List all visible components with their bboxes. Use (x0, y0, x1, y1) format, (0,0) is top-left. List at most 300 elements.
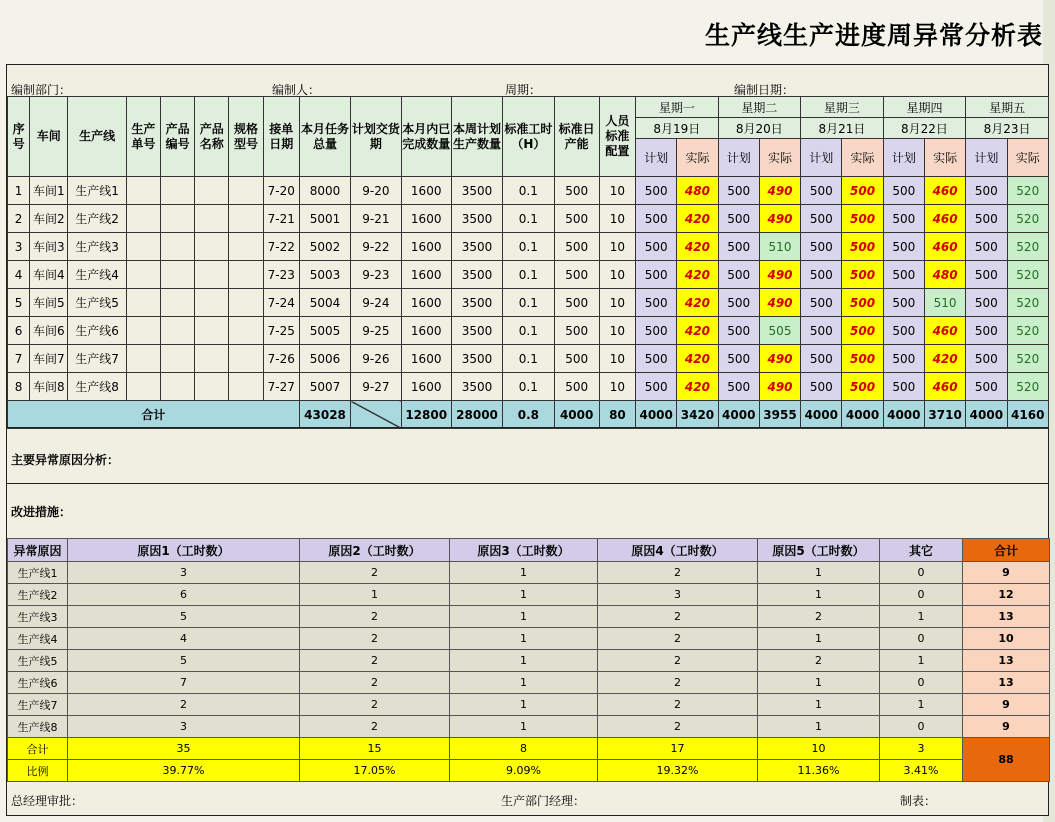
cell-total[interactable]: 5003 (299, 261, 350, 289)
reason-sum-cell[interactable]: 10 (758, 738, 880, 760)
plan-cell[interactable]: 500 (636, 373, 677, 401)
cell-cap[interactable]: 500 (554, 177, 599, 205)
ratio-cell[interactable]: 11.36% (758, 760, 880, 782)
cell-wp[interactable]: 3500 (451, 345, 502, 373)
cell-shop[interactable]: 车间4 (30, 261, 68, 289)
sum-plan[interactable]: 4000 (801, 401, 842, 429)
cell-cap[interactable]: 500 (554, 205, 599, 233)
cell-shop[interactable]: 车间3 (30, 233, 68, 261)
actual-cell[interactable]: 520 (1007, 177, 1049, 205)
cell-due[interactable]: 9-23 (351, 261, 401, 289)
actual-cell[interactable]: 420 (677, 205, 718, 233)
cell-shop[interactable]: 车间8 (30, 373, 68, 401)
cell-seq[interactable]: 7 (8, 345, 30, 373)
cell-total[interactable]: 5007 (299, 373, 350, 401)
reason-cell[interactable]: 2 (300, 606, 450, 628)
actual-cell[interactable]: 480 (677, 177, 718, 205)
cell-line[interactable]: 生产线6 (68, 317, 126, 345)
actual-header[interactable]: 实际 (677, 139, 718, 177)
actual-cell[interactable]: 500 (842, 317, 883, 345)
ratio-cell[interactable]: 39.77% (68, 760, 300, 782)
day-header[interactable]: 星期一 (636, 97, 719, 118)
header-plan_del[interactable]: 计划交货期 (351, 97, 401, 177)
reason-header[interactable]: 合计 (963, 539, 1050, 562)
cell-total[interactable]: 8000 (299, 177, 350, 205)
sum-actual[interactable]: 4000 (842, 401, 883, 429)
reason-cell[interactable]: 0 (880, 672, 963, 694)
sum-actual[interactable]: 4160 (1007, 401, 1049, 429)
reason-cell[interactable]: 9 (963, 562, 1050, 584)
reason-cell[interactable]: 10 (963, 628, 1050, 650)
plan-cell[interactable]: 500 (718, 261, 759, 289)
plan-header[interactable]: 计划 (718, 139, 759, 177)
plan-cell[interactable]: 500 (883, 345, 924, 373)
plan-cell[interactable]: 500 (636, 261, 677, 289)
reason-cell[interactable]: 0 (880, 628, 963, 650)
header-spec[interactable]: 规格型号 (229, 97, 263, 177)
ratio-cell[interactable]: 9.09% (450, 760, 598, 782)
cell-st[interactable]: 0.1 (503, 205, 554, 233)
empty-cell[interactable] (229, 233, 263, 261)
actual-cell[interactable]: 420 (677, 289, 718, 317)
sum-cap[interactable]: 4000 (554, 401, 599, 429)
cell-staff[interactable]: 10 (599, 233, 635, 261)
cell-recv[interactable]: 7-26 (263, 345, 299, 373)
plan-cell[interactable]: 500 (883, 177, 924, 205)
actual-cell[interactable]: 520 (1007, 289, 1049, 317)
reason-cell[interactable]: 2 (758, 650, 880, 672)
reason-header[interactable]: 原因3（工时数） (450, 539, 598, 562)
cell-due[interactable]: 9-20 (351, 177, 401, 205)
empty-cell[interactable] (160, 261, 194, 289)
reason-cell[interactable]: 2 (598, 650, 758, 672)
reason-cell[interactable]: 2 (598, 672, 758, 694)
reason-cell[interactable]: 7 (68, 672, 300, 694)
plan-header[interactable]: 计划 (636, 139, 677, 177)
cell-due[interactable]: 9-27 (351, 373, 401, 401)
cell-line[interactable]: 生产线1 (68, 177, 126, 205)
cell-cap[interactable]: 500 (554, 317, 599, 345)
reason-cell[interactable]: 2 (300, 650, 450, 672)
cell-wp[interactable]: 3500 (451, 205, 502, 233)
cell-due[interactable]: 9-24 (351, 289, 401, 317)
cell-total[interactable]: 5005 (299, 317, 350, 345)
reason-cell[interactable]: 13 (963, 672, 1050, 694)
cell-staff[interactable]: 10 (599, 373, 635, 401)
cell-seq[interactable]: 1 (8, 177, 30, 205)
actual-cell[interactable]: 500 (842, 345, 883, 373)
cell-wp[interactable]: 3500 (451, 233, 502, 261)
actual-cell[interactable]: 480 (924, 261, 965, 289)
empty-cell[interactable] (195, 205, 229, 233)
empty-cell[interactable] (160, 289, 194, 317)
sum-label[interactable]: 合计 (8, 401, 300, 429)
reason-sum-cell[interactable]: 15 (300, 738, 450, 760)
plan-cell[interactable]: 500 (801, 205, 842, 233)
reason-cell[interactable]: 2 (598, 628, 758, 650)
reason-cell[interactable]: 0 (880, 716, 963, 738)
sum-staff[interactable]: 80 (599, 401, 635, 429)
reason-cell[interactable]: 0 (880, 584, 963, 606)
empty-cell[interactable] (195, 261, 229, 289)
actual-cell[interactable]: 490 (759, 289, 800, 317)
empty-cell[interactable] (160, 177, 194, 205)
actual-cell[interactable]: 460 (924, 177, 965, 205)
actual-cell[interactable]: 420 (677, 317, 718, 345)
cell-st[interactable]: 0.1 (503, 345, 554, 373)
empty-cell[interactable] (126, 233, 160, 261)
reason-cell[interactable]: 1 (450, 650, 598, 672)
cell-done[interactable]: 1600 (401, 289, 451, 317)
plan-cell[interactable]: 500 (801, 177, 842, 205)
sum-plan[interactable]: 4000 (718, 401, 759, 429)
ratio-cell[interactable]: 17.05% (300, 760, 450, 782)
header-total[interactable]: 本月任务总量 (299, 97, 350, 177)
cell-seq[interactable]: 4 (8, 261, 30, 289)
reason-cell[interactable]: 3 (598, 584, 758, 606)
cell-shop[interactable]: 车间2 (30, 205, 68, 233)
sum-done[interactable]: 12800 (401, 401, 451, 429)
actual-cell[interactable]: 460 (924, 373, 965, 401)
empty-cell[interactable] (160, 233, 194, 261)
plan-cell[interactable]: 500 (718, 345, 759, 373)
plan-cell[interactable]: 500 (718, 317, 759, 345)
plan-cell[interactable]: 500 (636, 233, 677, 261)
reason-cell[interactable]: 1 (450, 716, 598, 738)
cell-due[interactable]: 9-26 (351, 345, 401, 373)
reason-sum-cell[interactable]: 17 (598, 738, 758, 760)
cell-cap[interactable]: 500 (554, 261, 599, 289)
day-header[interactable]: 星期二 (718, 97, 801, 118)
plan-cell[interactable]: 500 (801, 233, 842, 261)
plan-header[interactable]: 计划 (801, 139, 842, 177)
actual-cell[interactable]: 420 (677, 373, 718, 401)
empty-cell[interactable] (126, 289, 160, 317)
header-done[interactable]: 本月内已完成数量 (401, 97, 451, 177)
cell-staff[interactable]: 10 (599, 317, 635, 345)
empty-cell[interactable] (229, 177, 263, 205)
plan-cell[interactable]: 500 (636, 289, 677, 317)
empty-cell[interactable] (229, 261, 263, 289)
header-seq[interactable]: 序号 (8, 97, 30, 177)
cell-wp[interactable]: 3500 (451, 261, 502, 289)
cell-line[interactable]: 生产线3 (68, 233, 126, 261)
reason-sum-cell[interactable]: 3 (880, 738, 963, 760)
cell-wp[interactable]: 3500 (451, 317, 502, 345)
reason-cell[interactable]: 3 (68, 716, 300, 738)
cell-st[interactable]: 0.1 (503, 233, 554, 261)
sum-plan[interactable]: 4000 (966, 401, 1007, 429)
reason-cell[interactable]: 2 (598, 562, 758, 584)
cell-total[interactable]: 5004 (299, 289, 350, 317)
cell-line[interactable]: 生产线7 (68, 345, 126, 373)
plan-cell[interactable]: 500 (801, 373, 842, 401)
empty-cell[interactable] (126, 205, 160, 233)
cell-recv[interactable]: 7-20 (263, 177, 299, 205)
reason-cell[interactable]: 1 (758, 716, 880, 738)
actual-cell[interactable]: 460 (924, 233, 965, 261)
cell-st[interactable]: 0.1 (503, 289, 554, 317)
plan-cell[interactable]: 500 (718, 289, 759, 317)
empty-cell[interactable] (229, 317, 263, 345)
actual-cell[interactable]: 500 (842, 373, 883, 401)
cell-shop[interactable]: 车间5 (30, 289, 68, 317)
reason-cell[interactable]: 12 (963, 584, 1050, 606)
cell-shop[interactable]: 车间1 (30, 177, 68, 205)
cell-total[interactable]: 5002 (299, 233, 350, 261)
actual-cell[interactable]: 460 (924, 317, 965, 345)
plan-cell[interactable]: 500 (883, 205, 924, 233)
header-code[interactable]: 产品编号 (160, 97, 194, 177)
reason-cell[interactable]: 生产线7 (8, 694, 68, 716)
plan-cell[interactable]: 500 (883, 317, 924, 345)
empty-cell[interactable] (229, 289, 263, 317)
reason-cell[interactable]: 2 (300, 694, 450, 716)
reason-sum-cell[interactable]: 合计 (8, 738, 68, 760)
header-std_time[interactable]: 标准工时（H） (503, 97, 554, 177)
plan-cell[interactable]: 500 (718, 177, 759, 205)
cell-cap[interactable]: 500 (554, 289, 599, 317)
reason-cell[interactable]: 9 (963, 694, 1050, 716)
reason-cell[interactable]: 1 (758, 672, 880, 694)
plan-cell[interactable]: 500 (801, 289, 842, 317)
actual-cell[interactable]: 500 (842, 205, 883, 233)
reason-cell[interactable]: 1 (450, 606, 598, 628)
cell-wp[interactable]: 3500 (451, 177, 502, 205)
actual-header[interactable]: 实际 (1007, 139, 1049, 177)
reason-cell[interactable]: 13 (963, 606, 1050, 628)
day-date[interactable]: 8月19日 (636, 118, 719, 139)
day-date[interactable]: 8月23日 (966, 118, 1049, 139)
plan-cell[interactable]: 500 (801, 317, 842, 345)
sum-plan[interactable]: 4000 (883, 401, 924, 429)
empty-cell[interactable] (229, 205, 263, 233)
empty-cell[interactable] (195, 317, 229, 345)
actual-cell[interactable]: 500 (842, 261, 883, 289)
actual-cell[interactable]: 460 (924, 205, 965, 233)
cell-seq[interactable]: 5 (8, 289, 30, 317)
cell-done[interactable]: 1600 (401, 373, 451, 401)
cell-st[interactable]: 0.1 (503, 317, 554, 345)
empty-cell[interactable] (195, 289, 229, 317)
actual-header[interactable]: 实际 (924, 139, 965, 177)
cell-st[interactable]: 0.1 (503, 177, 554, 205)
ratio-cell[interactable]: 3.41% (880, 760, 963, 782)
plan-cell[interactable]: 500 (718, 205, 759, 233)
sum-actual[interactable]: 3420 (677, 401, 718, 429)
cell-shop[interactable]: 车间7 (30, 345, 68, 373)
plan-cell[interactable]: 500 (801, 261, 842, 289)
sum-plan[interactable]: 4000 (636, 401, 677, 429)
cell-recv[interactable]: 7-24 (263, 289, 299, 317)
reason-cell[interactable]: 1 (758, 584, 880, 606)
reason-cell[interactable]: 1 (880, 694, 963, 716)
actual-cell[interactable]: 520 (1007, 317, 1049, 345)
reason-cell[interactable]: 生产线1 (8, 562, 68, 584)
header-shop[interactable]: 车间 (30, 97, 68, 177)
day-header[interactable]: 星期四 (883, 97, 966, 118)
cell-st[interactable]: 0.1 (503, 261, 554, 289)
plan-cell[interactable]: 500 (636, 345, 677, 373)
plan-cell[interactable]: 500 (966, 289, 1007, 317)
empty-cell[interactable] (126, 345, 160, 373)
cell-recv[interactable]: 7-23 (263, 261, 299, 289)
reason-header[interactable]: 原因1（工时数） (68, 539, 300, 562)
cell-done[interactable]: 1600 (401, 205, 451, 233)
reason-cell[interactable]: 生产线4 (8, 628, 68, 650)
plan-cell[interactable]: 500 (966, 373, 1007, 401)
day-header[interactable]: 星期三 (801, 97, 884, 118)
actual-cell[interactable]: 520 (1007, 373, 1049, 401)
header-week_plan[interactable]: 本周计划生产数量 (451, 97, 502, 177)
plan-cell[interactable]: 500 (636, 205, 677, 233)
cell-seq[interactable]: 8 (8, 373, 30, 401)
empty-cell[interactable] (126, 177, 160, 205)
actual-cell[interactable]: 505 (759, 317, 800, 345)
empty-cell[interactable] (160, 317, 194, 345)
actual-cell[interactable]: 420 (677, 261, 718, 289)
cell-recv[interactable]: 7-22 (263, 233, 299, 261)
actual-cell[interactable]: 520 (1007, 205, 1049, 233)
day-date[interactable]: 8月20日 (718, 118, 801, 139)
reason-cell[interactable]: 1 (450, 584, 598, 606)
reason-cell[interactable]: 1 (758, 694, 880, 716)
reason-header[interactable]: 原因5（工时数） (758, 539, 880, 562)
plan-cell[interactable]: 500 (801, 345, 842, 373)
reason-cell[interactable]: 生产线3 (8, 606, 68, 628)
cell-cap[interactable]: 500 (554, 373, 599, 401)
empty-cell[interactable] (160, 205, 194, 233)
day-date[interactable]: 8月21日 (801, 118, 884, 139)
reason-header[interactable]: 异常原因 (8, 539, 68, 562)
cell-done[interactable]: 1600 (401, 261, 451, 289)
reason-header[interactable]: 原因2（工时数） (300, 539, 450, 562)
cell-staff[interactable]: 10 (599, 177, 635, 205)
cell-staff[interactable]: 10 (599, 345, 635, 373)
reason-cell[interactable]: 0 (880, 562, 963, 584)
cell-done[interactable]: 1600 (401, 177, 451, 205)
reason-cell[interactable]: 2 (598, 606, 758, 628)
header-staff[interactable]: 人员标准配置 (599, 97, 635, 177)
sum-wp[interactable]: 28000 (451, 401, 502, 429)
reason-sum-cell[interactable]: 35 (68, 738, 300, 760)
header-std_cap[interactable]: 标准日产能 (554, 97, 599, 177)
cell-seq[interactable]: 6 (8, 317, 30, 345)
reason-cell[interactable]: 4 (68, 628, 300, 650)
reason-cell[interactable]: 9 (963, 716, 1050, 738)
day-date[interactable]: 8月22日 (883, 118, 966, 139)
reason-cell[interactable]: 13 (963, 650, 1050, 672)
reason-cell[interactable]: 1 (300, 584, 450, 606)
header-pname[interactable]: 产品名称 (195, 97, 229, 177)
reason-cell[interactable]: 2 (758, 606, 880, 628)
reason-cell[interactable]: 5 (68, 606, 300, 628)
actual-cell[interactable]: 490 (759, 345, 800, 373)
cell-seq[interactable]: 3 (8, 233, 30, 261)
empty-cell[interactable] (126, 373, 160, 401)
actual-cell[interactable]: 420 (677, 345, 718, 373)
cell-staff[interactable]: 10 (599, 261, 635, 289)
reason-cell[interactable]: 2 (300, 628, 450, 650)
cell-total[interactable]: 5001 (299, 205, 350, 233)
plan-cell[interactable]: 500 (883, 373, 924, 401)
cell-st[interactable]: 0.1 (503, 373, 554, 401)
plan-cell[interactable]: 500 (966, 177, 1007, 205)
reason-cell[interactable]: 2 (300, 672, 450, 694)
actual-cell[interactable]: 420 (677, 233, 718, 261)
reason-cell[interactable]: 2 (598, 716, 758, 738)
empty-cell[interactable] (229, 345, 263, 373)
empty-cell[interactable] (229, 373, 263, 401)
actual-cell[interactable]: 520 (1007, 233, 1049, 261)
plan-header[interactable]: 计划 (966, 139, 1007, 177)
sum-st[interactable]: 0.8 (503, 401, 554, 429)
empty-cell[interactable] (160, 345, 194, 373)
reason-cell[interactable]: 6 (68, 584, 300, 606)
actual-cell[interactable]: 490 (759, 373, 800, 401)
reason-cell[interactable]: 2 (598, 694, 758, 716)
reason-cell[interactable]: 5 (68, 650, 300, 672)
sum-total[interactable]: 43028 (299, 401, 350, 429)
sum-actual[interactable]: 3955 (759, 401, 800, 429)
reason-cell[interactable]: 生产线2 (8, 584, 68, 606)
reason-cell[interactable]: 2 (68, 694, 300, 716)
header-line[interactable]: 生产线 (68, 97, 126, 177)
plan-cell[interactable]: 500 (636, 317, 677, 345)
actual-cell[interactable]: 520 (1007, 261, 1049, 289)
empty-cell[interactable] (126, 317, 160, 345)
reason-cell[interactable]: 1 (758, 562, 880, 584)
plan-cell[interactable]: 500 (883, 233, 924, 261)
plan-cell[interactable]: 500 (966, 205, 1007, 233)
reason-cell[interactable]: 生产线5 (8, 650, 68, 672)
cell-due[interactable]: 9-25 (351, 317, 401, 345)
cell-done[interactable]: 1600 (401, 345, 451, 373)
plan-cell[interactable]: 500 (966, 233, 1007, 261)
actual-header[interactable]: 实际 (759, 139, 800, 177)
reason-header[interactable]: 其它 (880, 539, 963, 562)
day-header[interactable]: 星期五 (966, 97, 1049, 118)
plan-cell[interactable]: 500 (883, 261, 924, 289)
cell-recv[interactable]: 7-25 (263, 317, 299, 345)
actual-cell[interactable]: 490 (759, 261, 800, 289)
reason-cell[interactable]: 2 (300, 716, 450, 738)
cell-line[interactable]: 生产线2 (68, 205, 126, 233)
reason-cell[interactable]: 1 (450, 672, 598, 694)
empty-cell[interactable] (195, 373, 229, 401)
cell-staff[interactable]: 10 (599, 289, 635, 317)
cell-staff[interactable]: 10 (599, 205, 635, 233)
diagonal-cell[interactable] (351, 401, 401, 429)
cell-line[interactable]: 生产线8 (68, 373, 126, 401)
ratio-cell[interactable]: 19.32% (598, 760, 758, 782)
reason-cell[interactable]: 生产线8 (8, 716, 68, 738)
actual-cell[interactable]: 500 (842, 289, 883, 317)
plan-cell[interactable]: 500 (966, 261, 1007, 289)
cell-total[interactable]: 5006 (299, 345, 350, 373)
empty-cell[interactable] (160, 373, 194, 401)
sum-actual[interactable]: 3710 (924, 401, 965, 429)
empty-cell[interactable] (126, 261, 160, 289)
actual-cell[interactable]: 500 (842, 233, 883, 261)
reason-sum-cell[interactable]: 8 (450, 738, 598, 760)
actual-cell[interactable]: 490 (759, 205, 800, 233)
reason-cell[interactable]: 1 (758, 628, 880, 650)
reason-cell[interactable]: 1 (450, 694, 598, 716)
plan-cell[interactable]: 500 (718, 373, 759, 401)
actual-cell[interactable]: 420 (924, 345, 965, 373)
reason-cell[interactable]: 1 (880, 650, 963, 672)
